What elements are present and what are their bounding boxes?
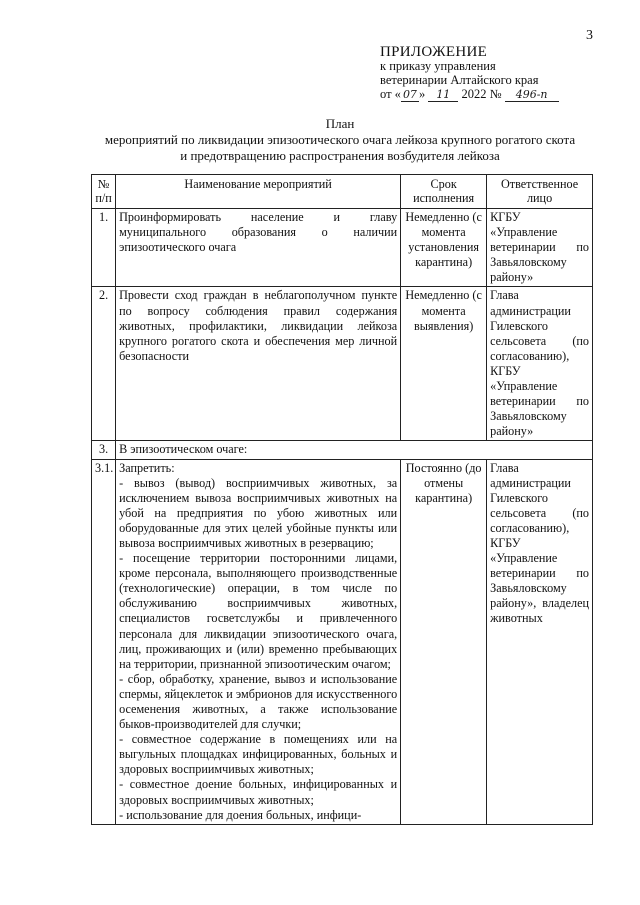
row-term: Постоянно (до отмены карантина) [401,459,487,824]
list-item: - использование для доения больных, инфици- [119,807,362,822]
row-name: В эпизоотическом очаге: [116,441,593,459]
table-header-row [92,175,593,209]
header-term: Срок исполнения [401,175,487,209]
row-name: Провести сход граждан в неблагополучном пункте по вопросу соблюдения правил содержания животных, профилактики, ликвидации лейкоза крупного рогатого скота и обеспечения мер личной безопасности [116,287,401,441]
table-row [92,209,593,287]
date-day: 07 [402,88,417,101]
appendix-date-line [380,87,620,102]
row-num: 3. [92,441,116,459]
list-item: - вывоз (вывод) восприимчивых животных, за исключением вывоза восприимчивых животных на убой на предприятия по убою животных или оборудованные для этих целей убойные пункты или вывоза восприимчивых животных в резервацию; [119,475,398,550]
table-row [92,441,593,459]
appendix-block [380,45,620,102]
appendix-line-1: к приказу управления [380,59,496,73]
row-name-intro: Запретить: [119,460,175,475]
plan-title: План [325,116,355,131]
table-row [92,459,593,824]
row-num: 2. [92,287,116,441]
row-resp: Глава администрации Гилевского сельсовета (по согласованию), КГБУ «Управление ветеринарии по Завьяловскому району», владелец животных [487,459,593,824]
row-term: Немедленно (с момента установления карантина) [401,209,487,287]
appendix-title: ПРИЛОЖЕНИЕ [380,44,488,60]
row-resp: Глава администрации Гилевского сельсовета (по согласованию), КГБУ «Управление ветеринарии по Завьяловскому району» [487,287,593,441]
plan-subtitle-line-1: мероприятий по ликвидации эпизоотического очага лейкоза крупного рогатого скота [104,132,576,147]
plan-heading [60,116,620,164]
row-num: 1. [92,209,116,287]
appendix-line-2: ветеринарии Алтайского края [380,73,539,87]
date-year: 2022 № [461,87,502,101]
list-item: - сбор, обработку, хранение, вывоз и использование спермы, яйцеклеток и эмбрионов для искусственного осеменения животных, а также использование быков-производителей для случки; [119,671,398,732]
header-name: Наименование мероприятий [116,175,401,209]
row-num: 3.1. [92,459,116,824]
header-resp: Ответственное лицо [487,175,593,209]
header-num: № п/п [92,175,116,209]
order-number: 496-п [505,89,559,102]
plan-subtitle-line-2: и предотвращению распространения возбудителя лейкоза [180,148,500,163]
date-month: 11 [428,89,458,102]
row-name [116,459,401,824]
row-term: Немедленно (с момента выявления) [401,287,487,441]
date-mid: » [418,87,426,101]
date-prefix: от « [380,87,401,101]
plan-table [91,174,593,825]
page-number: 3 [586,28,593,43]
table-row [92,287,593,441]
row-name: Проинформировать население и главу муниципального образования о наличии эпизоотического очага [116,209,401,287]
list-item: - совместное содержание в помещениях или на выгульных площадках инфицированных, больных и здоровых восприимчивых животных; [119,732,398,777]
list-item: - посещение территории посторонними лицами, кроме персонала, выполняющего производственные (технологические) операции, в том числе по обслуживанию восприимчивых животных, специалистов госветслужбы и привлеченного персонала для ликвидации эпизоотического очага, лиц, проживающих и (или) временно пребывающих на территории, признанной эпизоотическим очагом; [119,551,398,671]
list-item: - совместное доение больных, инфицированных и здоровых восприимчивых животных; [119,777,398,807]
row-resp: КГБУ «Управление ветеринарии по Завьяловскому району» [487,209,593,287]
